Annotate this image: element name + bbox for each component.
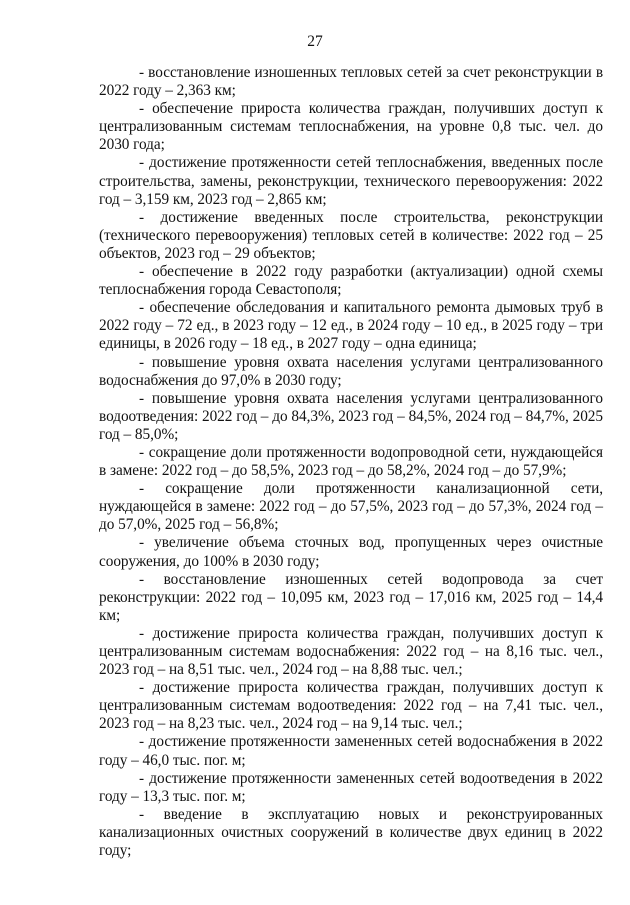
page-number: 27 — [307, 33, 323, 50]
list-item: - увеличение объема сточных вод, пропущенных через очистные сооружения, до 100% в 2030 году; — [99, 534, 603, 570]
list-item: - достижение протяженности замененных сетей водоснабжения в 2022 году – 46,0 тыс. пог. м; — [99, 733, 603, 769]
list-item: - достижение протяженности замененных сетей водоотведения в 2022 году – 13,3 тыс. пог. м; — [99, 769, 603, 805]
list-item: - восстановление изношенных сетей водопровода за счет реконструкции: 2022 год – 10,095 км, 2023 год – 17,016 км, 2025 год – 14,4 км; — [99, 570, 603, 624]
list-item: - сокращение доли протяженности водопроводной сети, нуждающейся в замене: 2022 год – до 58,5%, 2023 год – до 58,2%, 2024 год – до 57,9%; — [99, 443, 603, 480]
document-body — [99, 64, 603, 860]
list-item: - повышение уровня охвата населения услугами централизованного водоотведения: 2022 год – до 84,3%, 2023 год – 84,5%, 2024 год – 84,7%, 2025 год – 85,0%; — [99, 389, 603, 443]
list-item: - обеспечение в 2022 году разработки (актуализации) одной схемы теплоснабжения города Севастополя; — [99, 263, 603, 299]
list-item: - обеспечение обследования и капитального ремонта дымовых труб в 2022 году – 72 ед., в 2023 году – 12 ед., в 2024 году – 10 ед., в 2025 году – три единицы, в 2026 году – 18 ед., в 2027 году – одна единица; — [99, 299, 603, 353]
list-item: - достижение введенных после строительства, реконструкции (технического перевооружения) тепловых сетей в количестве: 2022 год – 25 объектов, 2023 год – 29 объектов; — [99, 208, 603, 262]
list-item: - достижение прироста количества граждан, получивших доступ к централизованным системам водоснабжения: 2022 год – на 8,16 тыс. чел., 2023 год – на 8,51 тыс. чел., 2024 год – на 8,88 тыс. чел.; — [99, 624, 603, 679]
list-item: - обеспечение прироста количества граждан, получивших доступ к централизованным системам теплоснабжения, на уровне 0,8 тыс. чел. до 2030 года; — [99, 100, 603, 154]
list-item: - повышение уровня охвата населения услугами централизованного водоснабжения до 97,0% в 2030 году; — [99, 353, 603, 389]
list-item: - восстановление изношенных тепловых сетей за счет реконструкции в 2022 году – 2,363 км; — [99, 64, 603, 100]
list-item: - введение в эксплуатацию новых и реконструированных канализационных очистных сооружений в количестве двух единиц в 2022 году; — [99, 805, 603, 860]
list-item: - достижение протяженности сетей теплоснабжения, введенных после строительства, замены, реконструкции, технического перевооружения: 2022 год – 3,159 км, 2023 год – 2,865 км; — [99, 154, 603, 208]
list-item: - достижение прироста количества граждан, получивших доступ к централизованным системам водоотведения: 2022 год – на 7,41 тыс. чел., 2023 год – на 8,23 тыс. чел., 2024 год – на 9,14 тыс. чел.; — [99, 679, 603, 733]
list-item: - сокращение доли протяженности канализационной сети, нуждающейся в замене: 2022 год – до 57,5%, 2023 год – до 57,3%, 2024 год – до 57,0%, 2025 год – 56,8%; — [99, 480, 603, 534]
